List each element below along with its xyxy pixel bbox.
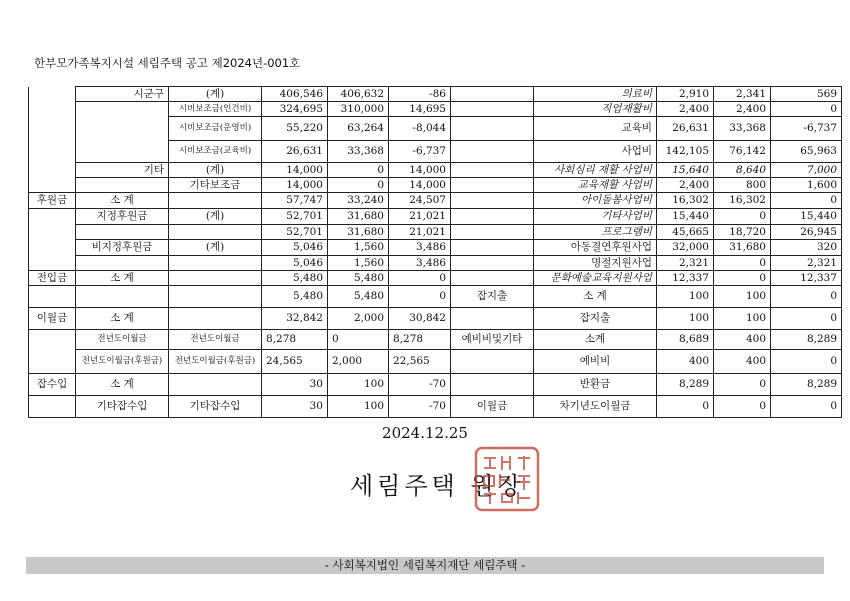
amount-cell: 100	[657, 286, 714, 308]
amount-cell: 8,289	[771, 330, 842, 350]
amount-cell: 100	[714, 308, 771, 330]
amount-cell: 2,341	[714, 87, 771, 102]
expense-section-cell	[451, 117, 534, 141]
expense-section-cell	[451, 141, 534, 163]
amount-cell: 21,021	[389, 209, 451, 225]
amount-cell: 32,000	[657, 240, 714, 256]
amount-cell: 52,701	[262, 225, 328, 240]
amount-cell: 100	[714, 286, 771, 308]
amount-cell: 33,368	[714, 117, 771, 141]
amount-cell: 324,695	[262, 102, 328, 117]
expense-item-cell: 예비비	[534, 350, 657, 374]
expense-item-cell: 교육재활 사업비	[534, 178, 657, 193]
expense-item-cell: 교육비	[534, 117, 657, 141]
subcategory-cell	[169, 271, 262, 286]
amount-cell: 2,321	[657, 256, 714, 271]
amount-cell: 100	[328, 374, 389, 396]
amount-cell: 2,000	[328, 308, 389, 330]
category-cell: 지정후원금	[76, 209, 169, 225]
amount-cell: 31,680	[714, 240, 771, 256]
amount-cell: 57,747	[262, 193, 328, 209]
expense-section-cell	[451, 240, 534, 256]
subcategory-cell: 시비보조금(인건비)	[169, 102, 262, 117]
amount-cell: 18,720	[714, 225, 771, 240]
expense-item-cell: 사회심리 재활 사업비	[534, 163, 657, 178]
section-cell	[29, 163, 76, 178]
expense-section-cell	[451, 271, 534, 286]
expense-item-cell: 반환금	[534, 374, 657, 396]
section-cell: 전입금	[29, 271, 76, 286]
amount-cell: 0	[714, 396, 771, 418]
amount-cell: 16,302	[714, 193, 771, 209]
subcategory-cell: (계)	[169, 87, 262, 102]
subcategory-cell	[169, 256, 262, 271]
subcategory-cell	[169, 225, 262, 240]
section-cell	[29, 350, 76, 374]
expense-item-cell: 사업비	[534, 141, 657, 163]
amount-cell: 30,842	[389, 308, 451, 330]
amount-cell: 0	[714, 374, 771, 396]
amount-cell: 8,640	[714, 163, 771, 178]
expense-section-cell: 이월금	[451, 396, 534, 418]
amount-cell: 5,480	[328, 271, 389, 286]
amount-cell: 142,105	[657, 141, 714, 163]
amount-cell: 31,680	[328, 209, 389, 225]
amount-cell: 3,486	[389, 240, 451, 256]
amount-cell: 406,632	[328, 87, 389, 102]
expense-item-cell: 문화예술교육지원사업	[534, 271, 657, 286]
amount-cell: 0	[389, 286, 451, 308]
subcategory-cell	[169, 374, 262, 396]
amount-cell: 1,560	[328, 256, 389, 271]
table-row	[29, 225, 842, 240]
amount-cell: 76,142	[714, 141, 771, 163]
amount-cell: 15,440	[657, 209, 714, 225]
subcategory-cell: 기타잡수입	[169, 396, 262, 418]
section-cell	[29, 225, 76, 240]
expense-item-cell: 아동결연후원사업	[534, 240, 657, 256]
amount-cell: 65,963	[771, 141, 842, 163]
expense-item-cell: 의료비	[534, 87, 657, 102]
amount-cell: 0	[328, 178, 389, 193]
amount-cell: 100	[657, 308, 714, 330]
amount-cell: -70	[389, 374, 451, 396]
budget-ledger-table	[28, 86, 842, 418]
expense-item-cell: 잡지출	[534, 308, 657, 330]
amount-cell: 63,264	[328, 117, 389, 141]
section-cell: 잡수입	[29, 374, 76, 396]
amount-cell: 14,000	[389, 178, 451, 193]
amount-cell: 5,480	[262, 286, 328, 308]
subcategory-cell: (계)	[169, 240, 262, 256]
expense-item-cell: 기타사업비	[534, 209, 657, 225]
expense-section-cell	[451, 178, 534, 193]
amount-cell: 400	[714, 330, 771, 350]
amount-cell: 400	[657, 350, 714, 374]
amount-cell: 32,842	[262, 308, 328, 330]
amount-cell: -8,044	[389, 117, 451, 141]
amount-cell: 0	[771, 396, 842, 418]
table-row	[29, 286, 842, 308]
table-row	[29, 178, 842, 193]
amount-cell: 8,689	[657, 330, 714, 350]
expense-item-cell: 명절지원사업	[534, 256, 657, 271]
expense-section-cell	[451, 209, 534, 225]
expense-section-cell	[451, 193, 534, 209]
expense-section-cell	[451, 256, 534, 271]
amount-cell: 100	[328, 396, 389, 418]
category-cell: 소 계	[76, 193, 169, 209]
table-row	[29, 374, 842, 396]
subcategory-cell	[169, 193, 262, 209]
amount-cell: 0	[328, 330, 389, 350]
footer-bar: - 사회복지법인 세림복지재단 세림주택 -	[26, 557, 824, 574]
section-cell	[29, 178, 76, 193]
category-cell: 소 계	[76, 308, 169, 330]
subcategory-cell: 시비보조금(운영비)	[169, 117, 262, 141]
section-cell	[29, 102, 76, 117]
table-row	[29, 87, 842, 102]
expense-item-cell: 소계	[534, 330, 657, 350]
section-cell	[29, 256, 76, 271]
category-cell: 시군구	[76, 87, 169, 102]
category-cell	[76, 256, 169, 271]
amount-cell: 24,565	[262, 350, 328, 374]
section-cell	[29, 286, 76, 308]
section-cell	[29, 141, 76, 163]
category-cell	[76, 117, 169, 141]
subcategory-cell: 시비보조금(교육비)	[169, 141, 262, 163]
category-cell: 소 계	[76, 271, 169, 286]
category-cell	[76, 178, 169, 193]
amount-cell: 0	[771, 308, 842, 330]
expense-item-cell: 차기년도이월금	[534, 396, 657, 418]
amount-cell: 2,321	[771, 256, 842, 271]
amount-cell: 14,000	[389, 163, 451, 178]
amount-cell: 31,680	[328, 225, 389, 240]
amount-cell: 33,368	[328, 141, 389, 163]
amount-cell: 22,565	[389, 350, 451, 374]
table-row	[29, 209, 842, 225]
subcategory-cell: 전년도이월금	[169, 330, 262, 350]
expense-section-cell	[451, 102, 534, 117]
amount-cell: 12,337	[657, 271, 714, 286]
official-seal-icon	[474, 446, 540, 512]
amount-cell: 2,000	[328, 350, 389, 374]
category-cell	[76, 225, 169, 240]
section-cell: 이월금	[29, 308, 76, 330]
amount-cell: 2,910	[657, 87, 714, 102]
amount-cell: 310,000	[328, 102, 389, 117]
amount-cell: -6,737	[771, 117, 842, 141]
table-row	[29, 308, 842, 330]
subcategory-cell: (계)	[169, 209, 262, 225]
section-cell	[29, 240, 76, 256]
amount-cell: 0	[771, 350, 842, 374]
table-row	[29, 350, 842, 374]
amount-cell: 26,631	[262, 141, 328, 163]
amount-cell: 0	[328, 163, 389, 178]
category-cell	[76, 286, 169, 308]
amount-cell: 1,560	[328, 240, 389, 256]
amount-cell: 24,507	[389, 193, 451, 209]
category-cell: 비지정후원금	[76, 240, 169, 256]
amount-cell: 8,278	[262, 330, 328, 350]
subcategory-cell: 전년도이월금(후원금)	[169, 350, 262, 374]
table-row	[29, 396, 842, 418]
subcategory-cell: (계)	[169, 163, 262, 178]
expense-section-cell	[451, 374, 534, 396]
section-cell: 후원금	[29, 193, 76, 209]
expense-section-cell: 예비비및기타	[451, 330, 534, 350]
category-cell: 소 계	[76, 374, 169, 396]
amount-cell: 8,278	[389, 330, 451, 350]
expense-section-cell: 잡지출	[451, 286, 534, 308]
section-cell	[29, 209, 76, 225]
table-row	[29, 163, 842, 178]
amount-cell: 14,695	[389, 102, 451, 117]
amount-cell: -86	[389, 87, 451, 102]
category-cell: 전년도이월금	[76, 330, 169, 350]
amount-cell: 320	[771, 240, 842, 256]
subcategory-cell: 기타보조금	[169, 178, 262, 193]
announcement-date: 2024.12.25	[382, 424, 468, 442]
amount-cell: 0	[771, 102, 842, 117]
section-cell	[29, 396, 76, 418]
subcategory-cell	[169, 308, 262, 330]
amount-cell: 406,546	[262, 87, 328, 102]
category-cell: 기타잡수입	[76, 396, 169, 418]
expense-section-cell	[451, 350, 534, 374]
amount-cell: 21,021	[389, 225, 451, 240]
section-cell	[29, 330, 76, 350]
table-row	[29, 141, 842, 163]
amount-cell: -70	[389, 396, 451, 418]
amount-cell: 0	[714, 271, 771, 286]
amount-cell: 3,486	[389, 256, 451, 271]
amount-cell: 0	[389, 271, 451, 286]
expense-section-cell	[451, 163, 534, 178]
amount-cell: 5,046	[262, 240, 328, 256]
amount-cell: 569	[771, 87, 842, 102]
amount-cell: 12,337	[771, 271, 842, 286]
table-row	[29, 256, 842, 271]
amount-cell: 8,289	[657, 374, 714, 396]
expense-item-cell: 프로그램비	[534, 225, 657, 240]
expense-section-cell	[451, 308, 534, 330]
category-cell: 전년도이월금(후원금)	[76, 350, 169, 374]
amount-cell: 16,302	[657, 193, 714, 209]
amount-cell: 55,220	[262, 117, 328, 141]
table-row	[29, 193, 842, 209]
expense-section-cell	[451, 87, 534, 102]
expense-item-cell: 직업재활비	[534, 102, 657, 117]
table-row	[29, 330, 842, 350]
amount-cell: 0	[771, 193, 842, 209]
amount-cell: 33,240	[328, 193, 389, 209]
amount-cell: 5,480	[262, 271, 328, 286]
amount-cell: 5,046	[262, 256, 328, 271]
amount-cell: 0	[657, 396, 714, 418]
amount-cell: 0	[771, 286, 842, 308]
expense-item-cell: 아이돌봄사업비	[534, 193, 657, 209]
amount-cell: 15,440	[771, 209, 842, 225]
amount-cell: 7,000	[771, 163, 842, 178]
amount-cell: 52,701	[262, 209, 328, 225]
amount-cell: 1,600	[771, 178, 842, 193]
section-cell	[29, 87, 76, 102]
amount-cell: 2,400	[714, 102, 771, 117]
amount-cell: 14,000	[262, 163, 328, 178]
signer-title: 세림주택 원장	[350, 472, 525, 500]
subcategory-cell	[169, 286, 262, 308]
amount-cell: 26,631	[657, 117, 714, 141]
amount-cell: 0	[714, 209, 771, 225]
amount-cell: 400	[714, 350, 771, 374]
amount-cell: -6,737	[389, 141, 451, 163]
amount-cell: 8,289	[771, 374, 842, 396]
amount-cell: 30	[262, 396, 328, 418]
amount-cell: 15,640	[657, 163, 714, 178]
expense-section-cell	[451, 225, 534, 240]
table-row	[29, 117, 842, 141]
amount-cell: 2,400	[657, 102, 714, 117]
amount-cell: 30	[262, 374, 328, 396]
category-cell	[76, 141, 169, 163]
amount-cell: 14,000	[262, 178, 328, 193]
amount-cell: 26,945	[771, 225, 842, 240]
expense-item-cell: 소 계	[534, 286, 657, 308]
amount-cell: 800	[714, 178, 771, 193]
section-cell	[29, 117, 76, 141]
category-cell	[76, 102, 169, 117]
table-row	[29, 240, 842, 256]
amount-cell: 45,665	[657, 225, 714, 240]
category-cell: 기타	[76, 163, 169, 178]
table-row	[29, 271, 842, 286]
amount-cell: 2,400	[657, 178, 714, 193]
amount-cell: 5,480	[328, 286, 389, 308]
amount-cell: 0	[714, 256, 771, 271]
document-header: 한부모가족복지시설 세림주택 공고 제2024년-001호	[34, 56, 301, 70]
table-row	[29, 102, 842, 117]
